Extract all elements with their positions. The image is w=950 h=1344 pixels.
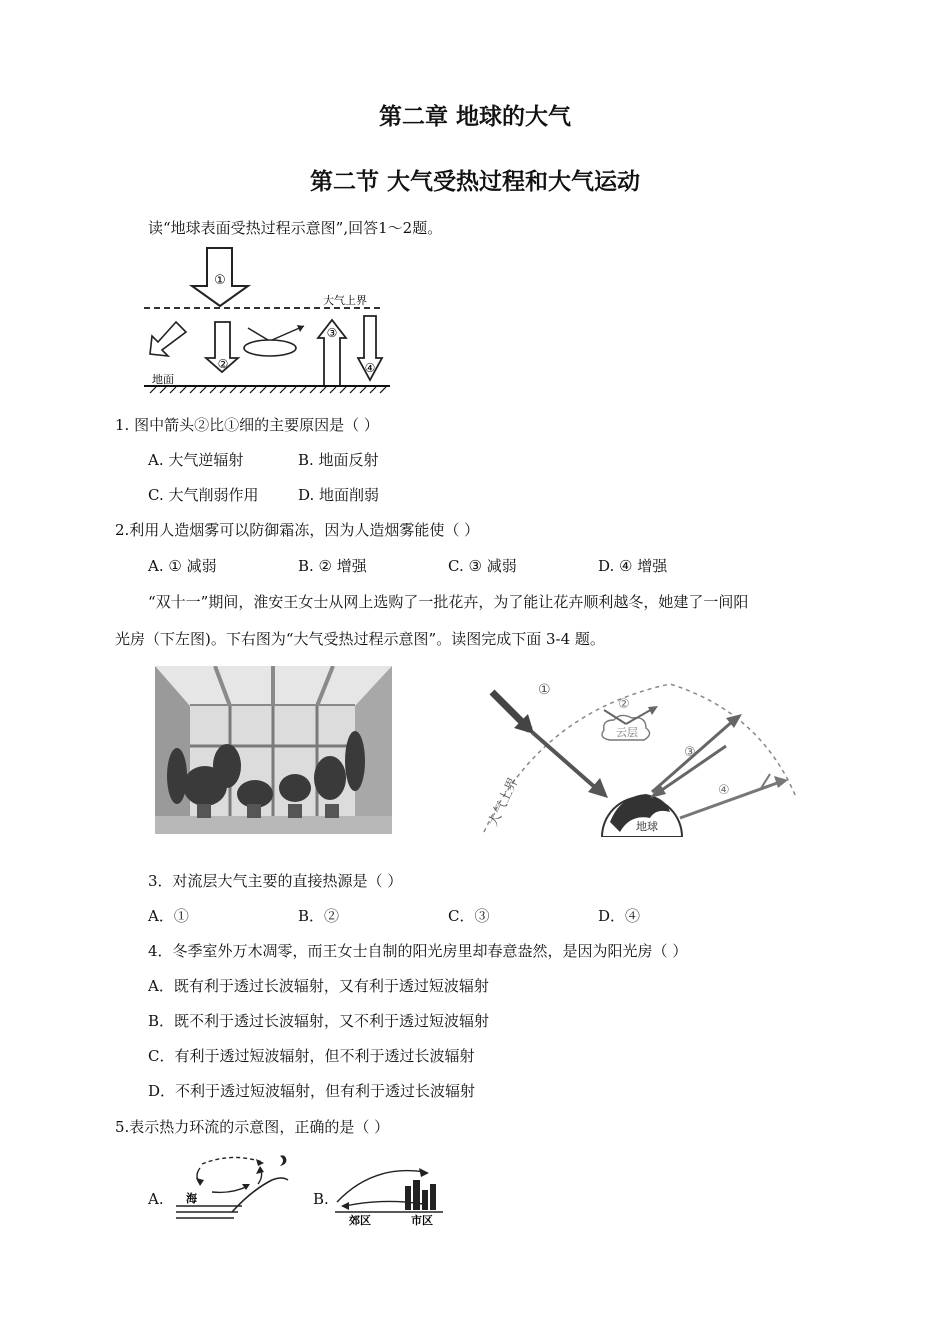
arrow-2-label: ② [217, 357, 229, 371]
lower-flow-head [242, 1184, 250, 1190]
arrow-4-head [774, 776, 788, 788]
question-1-option-a: A. 大气逆辐射 [148, 451, 244, 469]
arrow-1-label: ① [214, 273, 226, 288]
question-4-option-c: C．有利于透过短波辐射，但不利于透过长波辐射 [148, 1047, 475, 1065]
question-3-option-a: A．① [148, 907, 189, 925]
incoming-line [248, 328, 268, 340]
lower-flow [212, 1186, 248, 1192]
upper-flow-head [256, 1159, 264, 1166]
moon-icon [280, 1155, 286, 1166]
land-slope [232, 1178, 288, 1212]
left-flow-head [196, 1178, 204, 1186]
question-1-option-d: D. 地面削弱 [298, 486, 380, 504]
arrow-2-label: ② [618, 697, 630, 712]
question-2-option-a: A. ① 减弱 [148, 557, 217, 575]
question-1-option-b: B. 地面反射 [298, 451, 379, 469]
question-3-stem: 3．对流层大气主要的直接热源是（ ） [148, 872, 403, 890]
question-4-stem: 4．冬季室外万木凋零，而王女士自制的阳光房里却春意盎然，是因为阳光房（ ） [148, 942, 688, 960]
question-5-stem: 5.表示热力环流的示意图，正确的是（ ） [115, 1118, 390, 1136]
thermal-circulation-diagram-a [172, 1150, 292, 1226]
city-label: 市区 [411, 1214, 433, 1226]
arrow-3-label: ③ [684, 745, 696, 760]
question-1-option-c: C. 大气削弱作用 [148, 486, 259, 504]
question-4-option-b: B．既不利于透过长波辐射，又不利于透过短波辐射 [148, 1012, 490, 1030]
reflected-arrow-shape [150, 322, 186, 356]
ground-hatch [150, 387, 386, 393]
upper-flow-head [419, 1168, 429, 1177]
question-5-option-a: A. [148, 1190, 164, 1208]
heating-process-diagram-1 [140, 246, 400, 394]
heating-process-diagram-2 [470, 672, 810, 837]
lower-flow [345, 1201, 423, 1206]
arrow-4-line [680, 782, 780, 818]
intro-paragraph-2-line-1: “双十一”期间，淮安王女士从网上选购了一批花卉，为了能让花卉顺利越冬，她建了一间阳 [148, 593, 749, 611]
arrow-4-label: ④ [718, 783, 730, 798]
question-2-option-b: B. ② 增强 [298, 557, 367, 575]
suburb-label: 郊区 [349, 1214, 371, 1226]
earth-label: 地球 [636, 820, 658, 833]
arrow-1-thin [532, 732, 598, 790]
ground-label: 地面 [152, 373, 174, 386]
right-flow-head [256, 1166, 264, 1174]
question-2-option-d: D. ④ 增强 [598, 557, 668, 575]
chapter-title: 第二章 地球的大气 [378, 104, 571, 130]
question-3-option-b: B．② [298, 907, 340, 925]
city-buildings [405, 1180, 436, 1210]
arrow-1-label: ① [538, 682, 551, 698]
lower-flow-head [341, 1202, 349, 1210]
question-4-option-d: D．不利于透过短波辐射，但有利于透过长波辐射 [148, 1082, 476, 1100]
upper-flow [202, 1157, 262, 1164]
thermal-circulation-diagram-b [333, 1158, 445, 1226]
sunroom-photo [155, 666, 392, 834]
arrow-1-thin-head [588, 778, 608, 798]
question-4-option-a: A．既有利于透过长波辐射，又有利于透过短波辐射 [148, 977, 489, 995]
intro-paragraph-1: 读“地球表面受热过程示意图”,回答1～2题。 [148, 219, 443, 237]
intro-paragraph-2-line-2: 光房（下左图)。下右图为“大气受热过程示意图”。读图完成下面 3-4 题。 [115, 630, 605, 648]
floor [155, 816, 392, 834]
cloud-shape [244, 340, 296, 356]
question-2-option-c: C. ③ 减弱 [448, 557, 517, 575]
upper-atmosphere-label: 大气上界 [323, 294, 367, 307]
cloud-label: 云层 [616, 726, 638, 739]
upper-atmosphere-label: 大气上界 [486, 775, 522, 829]
question-5-option-b: B. [313, 1190, 329, 1208]
question-3-option-d: D．④ [598, 907, 641, 925]
question-2-stem: 2.利用人造烟雾可以防御霜冻，因为人造烟雾能使（ ） [115, 521, 480, 539]
question-1-stem: 1. 图中箭头②比①细的主要原因是（ ） [115, 416, 379, 434]
sea-label: 海 [186, 1192, 197, 1205]
section-title: 第二节 大气受热过程和大气运动 [309, 169, 640, 195]
arrow-4-label: ④ [364, 361, 376, 375]
upper-flow [337, 1171, 425, 1202]
question-3-option-c: C．③ [448, 907, 490, 925]
arrow-3-label: ③ [326, 326, 338, 340]
